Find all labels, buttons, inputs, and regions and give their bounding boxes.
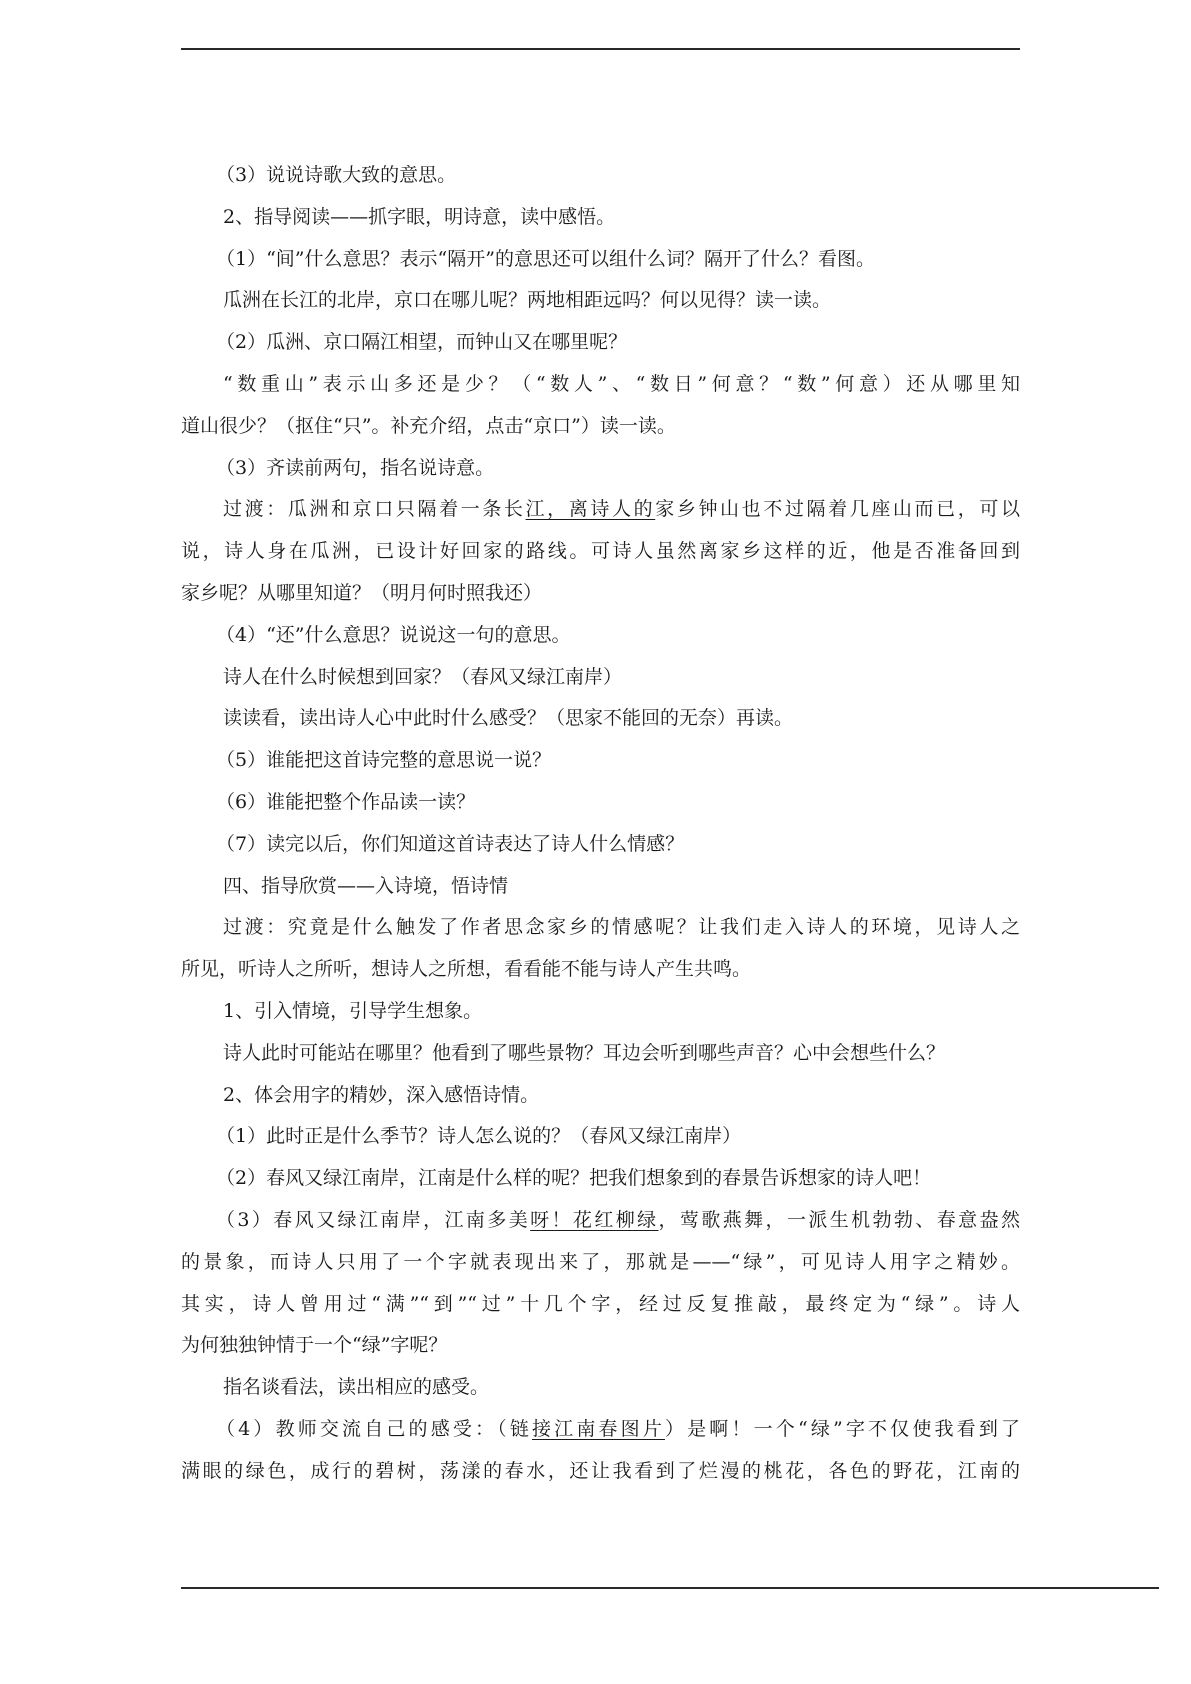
text-run: ）是啊！一个“绿”字不仅使我看到了 bbox=[664, 1417, 1020, 1440]
underlined-text: 接江南春图片 bbox=[532, 1417, 665, 1440]
text-run: 过渡：瓜洲和京口只隔着一条长 bbox=[223, 498, 526, 521]
paragraph-line: （7）读完以后，你们知道这首诗表达了诗人什么情感？ bbox=[216, 832, 685, 855]
paragraph-line: 其实，诗人曾用过“满”“到”“过”十几个字，经过反复推敲，最终定为“绿”。诗人 bbox=[181, 1292, 1020, 1315]
paragraph-line: 诗人在什么时候想到回家？（春风又绿江南岸） bbox=[223, 665, 623, 688]
paragraph-line: 指名谈看法，读出相应的感受。 bbox=[223, 1376, 490, 1399]
paragraph-line: 读读看，读出诗人心中此时什么感受？（思家不能回的无奈）再读。 bbox=[223, 707, 794, 730]
paragraph-line: （1）此时正是什么季节？诗人怎么说的？（春风又绿江南岸） bbox=[216, 1125, 742, 1148]
paragraph-line: 满眼的绿色，成行的碧树，荡漾的春水，还让我看到了烂漫的桃花，各色的野花，江南的 bbox=[181, 1459, 1020, 1482]
underlined-text: 呀！花红柳绿 bbox=[530, 1208, 659, 1231]
paragraph-line: 瓜洲在长江的北岸，京口在哪儿呢？两地相距远吗？何以见得？读一读。 bbox=[223, 289, 832, 312]
paragraph-line: （2）春风又绿江南岸，江南是什么样的呢？把我们想象到的春景告诉想家的诗人吧！ bbox=[216, 1167, 932, 1190]
text-run: ，莺歌燕舞，一派生机勃勃、春意盎然 bbox=[658, 1208, 1020, 1231]
text-run: （3）春风又绿江南岸，江南多美 bbox=[216, 1208, 531, 1231]
paragraph-line: （1）“间”什么意思？表示“隔开”的意思还可以组什么词？隔开了什么？看图。 bbox=[216, 247, 875, 270]
paragraph-line: 的景象，而诗人只用了一个字就表现出来了，那就是——“绿”，可见诗人用字之精妙。 bbox=[181, 1250, 1020, 1273]
text-run: 家乡钟山也不过隔着几座山而已，可以 bbox=[655, 498, 1020, 521]
paragraph-line bbox=[181, 1409, 1020, 1451]
paragraph-line bbox=[181, 1200, 1020, 1242]
paragraph-line: （4）“还”什么意思？说说这一句的意思。 bbox=[216, 623, 571, 646]
paragraph-line: （5）谁能把这首诗完整的意思说一说？ bbox=[216, 749, 552, 772]
paragraph-line: （2）瓜洲、京口隔江相望，而钟山又在哪里呢？ bbox=[216, 331, 628, 354]
paragraph-line: 说，诗人身在瓜洲，已设计好回家的路线。可诗人虽然离家乡这样的近，他是否准备回到 bbox=[181, 540, 1020, 563]
document-body bbox=[181, 155, 1020, 1493]
paragraph-line: 2、指导阅读——抓字眼，明诗意，读中感悟。 bbox=[223, 205, 616, 228]
paragraph-line: 家乡呢？从哪里知道？（明月何时照我还） bbox=[181, 581, 543, 604]
text-run: （4）教师交流自己的感受：（链 bbox=[216, 1417, 533, 1440]
paragraph-line: 所见，听诗人之所听，想诗人之所想，看看能不能与诗人产生共鸣。 bbox=[181, 958, 752, 981]
paragraph-line: （3）说说诗歌大致的意思。 bbox=[216, 164, 457, 186]
footer-rule bbox=[181, 1587, 1159, 1589]
paragraph-line: 诗人此时可能站在哪里？他看到了哪些景物？耳边会听到哪些声音？心中会想些什么？ bbox=[223, 1041, 946, 1064]
paragraph-line: 2、体会用字的精妙，深入感悟诗情。 bbox=[223, 1083, 540, 1106]
header-rule bbox=[181, 48, 1020, 50]
paragraph-line: “数重山”表示山多还是少？（“数人”、“数日”何意？“数”何意）还从哪里知 bbox=[223, 372, 1020, 395]
paragraph-line: 道山很少？（抠住“只”。补充介绍，点击“京口”）读一读。 bbox=[181, 414, 676, 437]
paragraph-line: 过渡：究竟是什么触发了作者思念家乡的情感呢？让我们走入诗人的环境，见诗人之 bbox=[223, 916, 1020, 939]
paragraph-line: （3）齐读前两句，指名说诗意。 bbox=[216, 456, 495, 479]
paragraph-line: 1、引入情境，引导学生想象。 bbox=[223, 999, 483, 1022]
paragraph-line bbox=[181, 489, 1020, 531]
section-heading: 四、指导欣赏——入诗境，悟诗情 bbox=[223, 874, 509, 897]
paragraph-line: 为何独独钟情于一个“绿”字呢？ bbox=[181, 1334, 448, 1357]
paragraph-line: （6）谁能把整个作品读一读？ bbox=[216, 790, 476, 813]
underlined-text: 江，离诗人的 bbox=[525, 498, 656, 521]
